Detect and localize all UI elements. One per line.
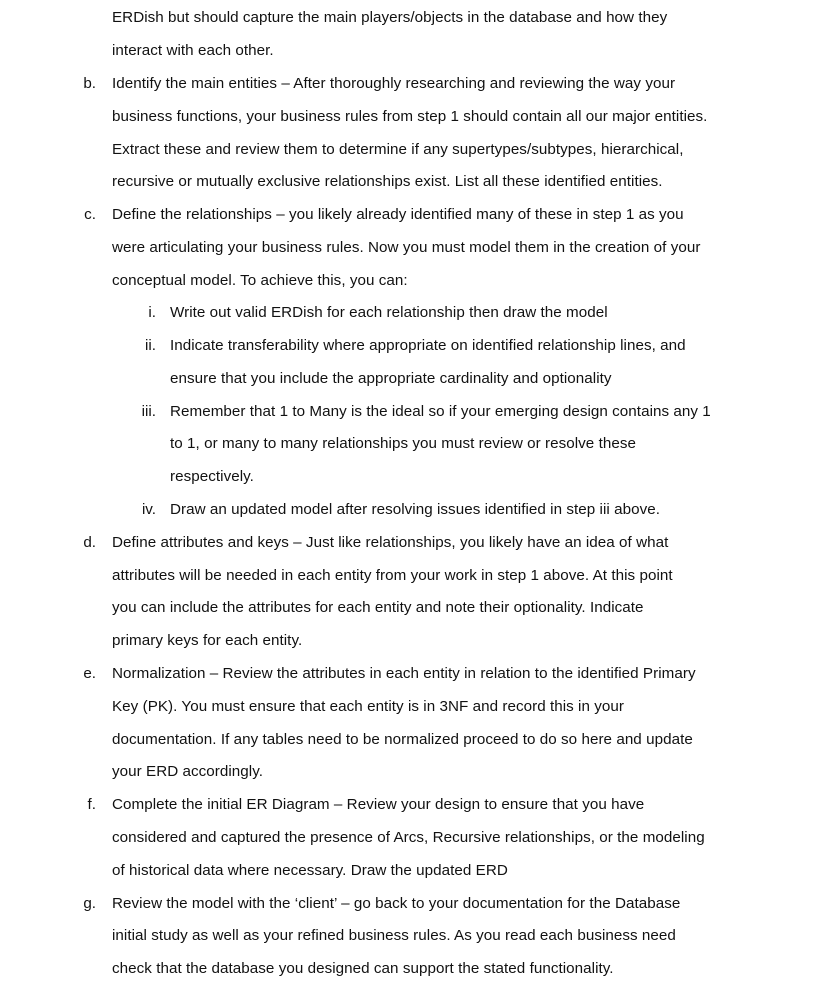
list-item-line: Define attributes and keys – Just like relationships, you likely have an idea of what <box>112 534 669 551</box>
list-item-line: conceptual model. To achieve this, you can: <box>112 272 408 289</box>
list-item-line: recursive or mutually exclusive relationships exist. List all these identified entities. <box>112 173 663 190</box>
list-marker: g. <box>83 895 96 912</box>
intro-line: interact with each other. <box>112 42 274 59</box>
list-item-line: Extract these and review them to determine if any supertypes/subtypes, hierarchical, <box>112 141 684 158</box>
list-item-line: Normalization – Review the attributes in each entity in relation to the identified Primary <box>112 665 696 682</box>
list-item-line: documentation. If any tables need to be normalized proceed to do so here and update <box>112 731 693 748</box>
list-item-line: attributes will be needed in each entity from your work in step 1 above. At this point <box>112 567 673 584</box>
list-marker: f. <box>87 796 96 813</box>
list-marker: c. <box>84 206 96 223</box>
list-item-line: Key (PK). You must ensure that each entity is in 3NF and record this in your <box>112 698 624 715</box>
sublist-marker: i. <box>148 304 156 321</box>
sublist-item-line: Remember that 1 to Many is the ideal so if your emerging design contains any 1 <box>170 403 711 420</box>
sublist-marker: iii. <box>141 403 156 420</box>
list-item-line: business functions, your business rules from step 1 should contain all our major entities. <box>112 108 708 125</box>
intro-line: ERDish but should capture the main players/objects in the database and how they <box>112 9 668 26</box>
list-item-line: your ERD accordingly. <box>112 763 264 780</box>
list-item-line: Review the model with the ‘client’ – go back to your documentation for the Database <box>112 895 681 912</box>
sublist-item-line: respectively. <box>170 468 254 485</box>
list-item-line: Identify the main entities – After thoroughly researching and reviewing the way your <box>112 75 676 92</box>
list-item-line: were articulating your business rules. Now you must model them in the creation of your <box>112 239 701 256</box>
list-item-line: check that the database you designed can support the stated functionality. <box>112 960 614 977</box>
sublist-item-line: Write out valid ERDish for each relationship then draw the model <box>170 304 608 321</box>
list-marker: b. <box>83 75 96 92</box>
sublist-marker: iv. <box>141 501 156 518</box>
sublist-item-line: Indicate transferability where appropriate on identified relationship lines, and <box>170 337 686 354</box>
sublist-marker: ii. <box>145 337 156 354</box>
list-item-line: Complete the initial ER Diagram – Review your design to ensure that you have <box>112 796 645 813</box>
list-marker: d. <box>83 534 96 551</box>
sublist-item-line: to 1, or many to many relationships you must review or resolve these <box>170 435 636 452</box>
list-item-line: considered and captured the presence of Arcs, Recursive relationships, or the modeling <box>112 829 705 846</box>
list-item-line: Define the relationships – you likely already identified many of these in step 1 as you <box>112 206 684 223</box>
list-item-line: initial study as well as your refined business rules. As you read each business need <box>112 927 676 944</box>
list-item-line: you can include the attributes for each entity and note their optionality. Indicate <box>112 599 644 616</box>
list-item-line: of historical data where necessary. Draw the updated ERD <box>112 862 508 879</box>
sublist-item-line: ensure that you include the appropriate cardinality and optionality <box>170 370 612 387</box>
sublist-item-line: Draw an updated model after resolving issues identified in step iii above. <box>170 501 660 518</box>
list-item-line: primary keys for each entity. <box>112 632 303 649</box>
list-marker: e. <box>83 665 96 682</box>
